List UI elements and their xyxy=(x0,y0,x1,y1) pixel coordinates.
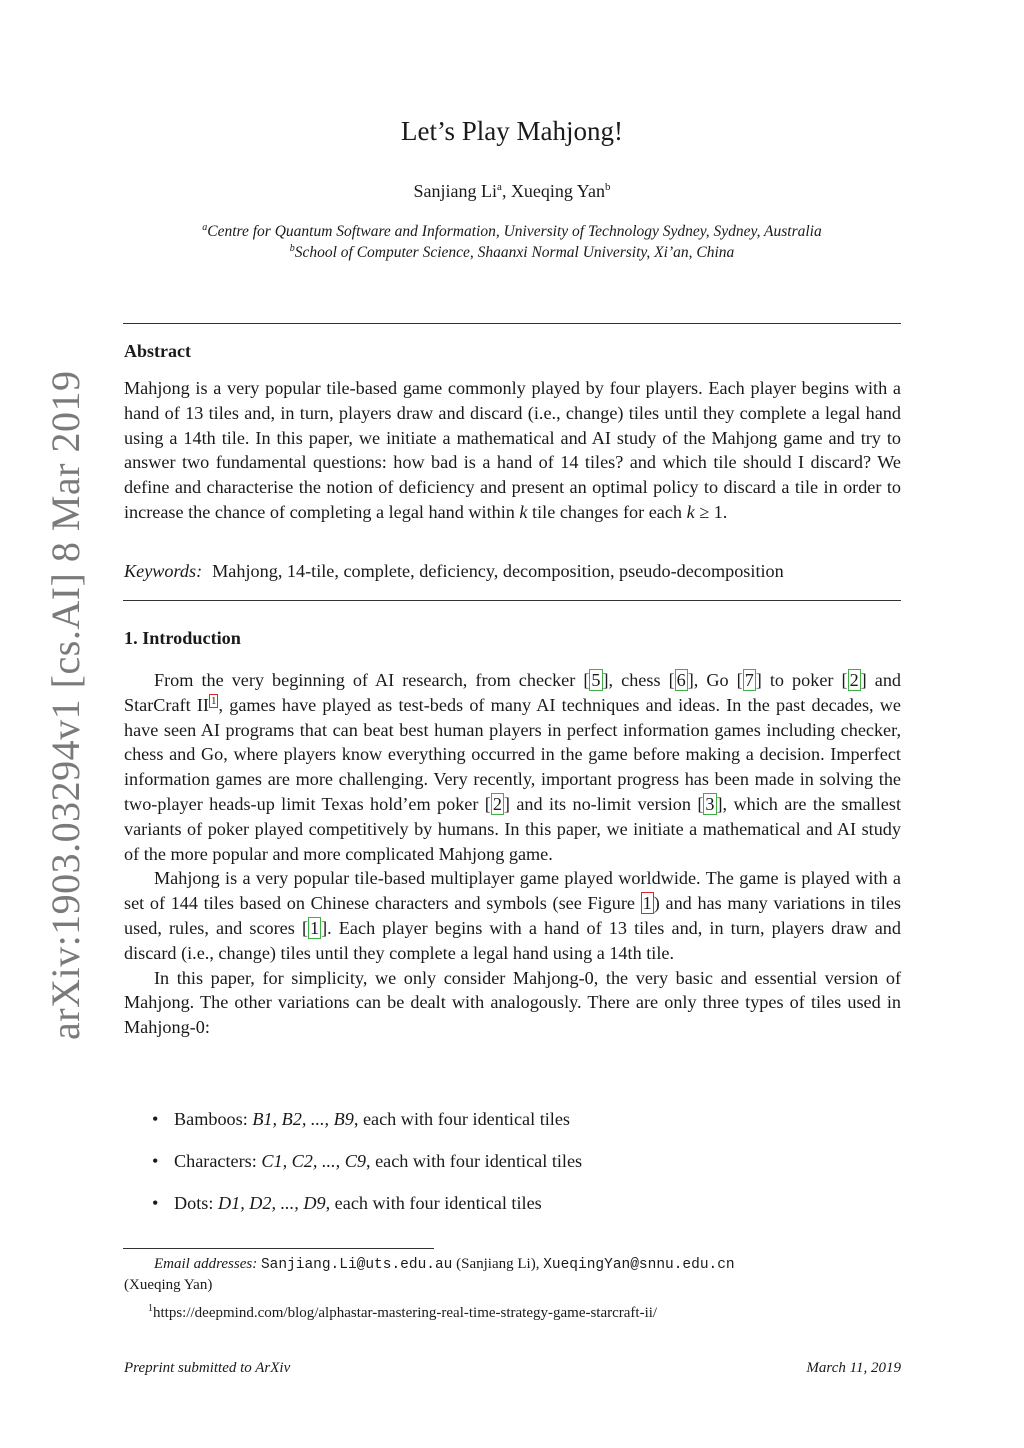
abstract-heading: Abstract xyxy=(124,341,191,361)
affiliation-a xyxy=(0,222,1024,241)
author-affil-mark: a xyxy=(497,181,502,193)
citation-link[interactable]: 7 xyxy=(744,670,754,690)
affiliation-mark: a xyxy=(202,222,208,233)
abstract-text xyxy=(124,376,901,525)
list-item-label: Bamboos: xyxy=(174,1109,253,1129)
paragraph-text: ]. Each player begins with a hand of 13 tiles and, in turn, players draw and discard (i.e., change) tiles until they complete a legal hand using a 14th tile. xyxy=(124,917,901,963)
figure-link[interactable]: 1 xyxy=(642,893,652,914)
paragraph-text: ) and has many variations in tiles used, rules, and scores [ xyxy=(124,893,901,938)
bullet-icon: • xyxy=(152,1109,159,1129)
abstract-text-part: Mahjong is a very popular tile-based game commonly played by four players. Each player begins with a hand of 13 tiles and, in turn, players draw and discard (i.e., change) tiles until they complete a legal hand using a 14th tile. In this paper, we initiate a mathematical and AI study of the Mahjong game and try to answer two fundamental questions: how bad is a hand of 14 tiles? and which tile should I discard? We define and characterise the notion of deficiency and present an optimal policy to discard a tile in order to increase the chance of completing a legal hand within xyxy=(124,378,901,522)
section-heading-introduction: 1. Introduction xyxy=(124,628,241,648)
footnote-rule xyxy=(123,1248,434,1249)
list-item xyxy=(152,1190,582,1232)
list-item-text: , each with four identical tiles xyxy=(365,1151,583,1171)
paragraph-text: ], which are the smallest variants of poker played competitively by humans. In this paper, we initiate a mathematical and AI study of the more popular and more complicated Mahjong game. xyxy=(124,793,901,864)
tile-types-list xyxy=(152,1106,582,1232)
author-separator: , xyxy=(501,181,511,201)
keywords-label: Keywords: xyxy=(124,561,203,581)
list-item-label: Characters: xyxy=(174,1151,262,1171)
footnote-url-link[interactable]: https://deepmind.com/blog/alphastar-mastering-real-time-strategy-game-starcraft-ii/ xyxy=(153,1305,658,1321)
citation-link[interactable]: 5 xyxy=(591,670,601,690)
abstract-text-part: ≥ 1. xyxy=(694,501,728,522)
affiliation-text: Centre for Quantum Software and Information, University of Technology Sydney, Sydney, Australia xyxy=(207,223,822,241)
email-owner-line: (Xueqing Yan) xyxy=(124,1277,213,1293)
footnote-1 xyxy=(124,1299,901,1323)
math-expression: B1, B2, ..., B9 xyxy=(252,1109,354,1129)
abstract-text-part: tile changes for each xyxy=(527,501,687,522)
paragraph-text: From the very beginning of AI research, from checker [ xyxy=(154,670,590,690)
affiliation-text: School of Computer Science, Shaanxi Normal University, Xi’an, China xyxy=(294,244,735,262)
intro-paragraph-2 xyxy=(124,866,901,965)
paper-title: Let’s Play Mahjong! xyxy=(401,116,623,146)
submission-date: March 11, 2019 xyxy=(806,1360,901,1376)
paragraph-text: ] and StarCraft II xyxy=(124,670,902,715)
citation-link[interactable]: 6 xyxy=(676,670,686,690)
citation-link[interactable]: 3 xyxy=(705,793,715,814)
list-item xyxy=(152,1148,582,1190)
footnotes xyxy=(124,1254,901,1323)
email-owner: (Sanjiang Li), xyxy=(452,1256,544,1272)
paragraph-text: , games have played as test-beds of many AI techniques and ideas. In the past decades, we have seen AI programs that can beat best human players in perfect information games including checker, chess and Go, where players know everything occurred in the game before making a decision. Imperfect information games are more challenging. Very recently, important progress has been made in solving the two-player heads-up limit Texas hold’em poker [ xyxy=(124,694,902,814)
arxiv-sidebar-stamp: arXiv:1903.03294v1 [cs.AI] 8 Mar 2019 xyxy=(43,370,88,1040)
introduction-body xyxy=(124,668,901,1040)
keywords-line xyxy=(124,561,784,582)
preprint-note: Preprint submitted to ArXiv xyxy=(124,1360,291,1376)
author-line xyxy=(0,181,1024,202)
list-item-text: , each with four identical tiles xyxy=(325,1193,542,1213)
bullet-icon: • xyxy=(152,1193,159,1213)
paragraph-text: ] to poker [ xyxy=(755,670,848,690)
author-name: Sanjiang Li xyxy=(413,181,498,201)
paragraph-text: ] and its no-limit version [ xyxy=(503,793,704,814)
email-link[interactable]: XueqingYan@snnu.edu.cn xyxy=(543,1257,735,1273)
citation-link[interactable]: 2 xyxy=(492,793,502,814)
author-name: Xueqing Yan xyxy=(510,181,605,201)
list-item-text: , each with four identical tiles xyxy=(353,1109,571,1129)
paragraph-text: ], chess [ xyxy=(602,670,675,690)
math-variable: k xyxy=(519,501,528,522)
math-variable: k xyxy=(686,501,695,522)
paragraph-text: Mahjong is a very popular tile-based multiplayer game played worldwide. The game is played with a set of 144 tiles based on Chinese characters and symbols (see Figure xyxy=(124,868,901,914)
abstract-bottom-rule xyxy=(123,600,901,601)
footnote-mark: 1 xyxy=(148,1303,153,1314)
affiliation-mark: b xyxy=(289,243,295,254)
bullet-icon: • xyxy=(152,1151,159,1171)
list-item xyxy=(152,1106,582,1148)
citation-link[interactable]: 1 xyxy=(310,917,320,938)
affiliation-b xyxy=(0,243,1024,262)
author-affil-mark: b xyxy=(604,181,611,193)
email-footnote xyxy=(124,1254,901,1275)
email-link[interactable]: Sanjiang.Li@uts.edu.au xyxy=(260,1257,453,1273)
math-expression: D1, D2, ..., D9 xyxy=(217,1193,326,1213)
email-label: Email addresses: xyxy=(154,1256,258,1272)
footnote-link[interactable]: 1 xyxy=(210,694,217,707)
intro-paragraph-3: In this paper, for simplicity, we only consider Mahjong-0, the very basic and essential version of Mahjong. The other variations can be dealt with analogously. There are only three types of tiles used in Mahjong-0: xyxy=(124,967,901,1038)
paragraph-text: ], Go [ xyxy=(687,670,743,690)
math-expression: C1, C2, ..., C9 xyxy=(261,1151,366,1171)
citation-link[interactable]: 2 xyxy=(849,670,859,690)
intro-paragraph-1 xyxy=(124,668,901,866)
list-item-label: Dots: xyxy=(174,1193,218,1213)
keywords-list: Mahjong, 14-tile, complete, deficiency, decomposition, pseudo-decomposition xyxy=(212,561,784,581)
abstract-top-rule xyxy=(123,323,901,324)
